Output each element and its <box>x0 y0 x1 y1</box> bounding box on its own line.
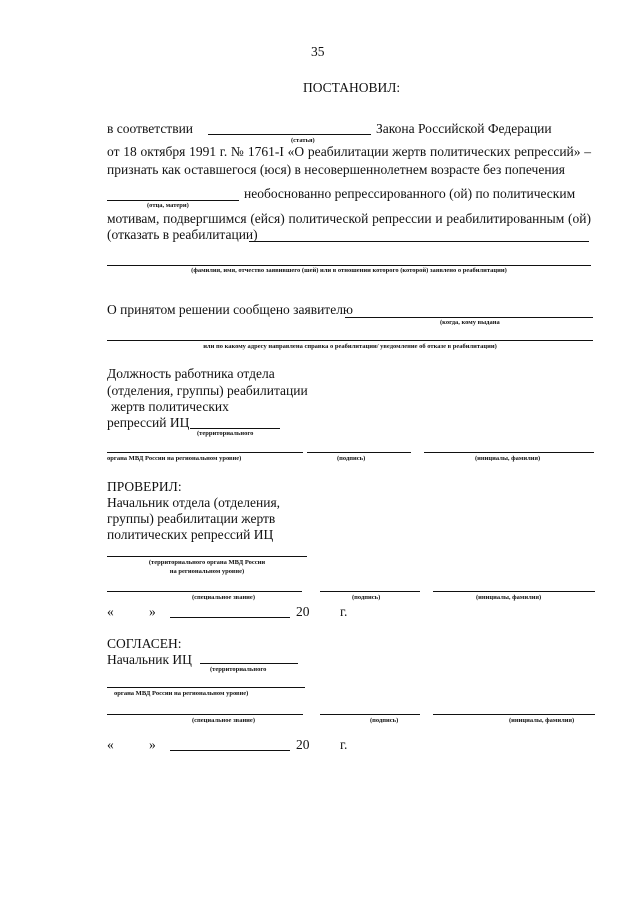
checked-rank-line[interactable] <box>107 591 302 592</box>
agreed-year-suffix: г. <box>340 737 348 752</box>
employee-organ-caption: органа МВД России на региональном уровне) <box>107 455 242 462</box>
law-reference-line: от 18 октября 1991 г. № 1761-I «О реабилитации жертв политических репрессий» – <box>107 144 591 159</box>
agreed-organ-caption: органа МВД России на региональном уровне) <box>114 690 249 697</box>
checked-line-3: политических репрессий ИЦ <box>107 527 274 542</box>
agreed-signature-line[interactable] <box>320 714 420 715</box>
agreed-date-line[interactable] <box>170 750 290 751</box>
checked-date-line[interactable] <box>170 617 290 618</box>
parent-caption: (отца, матери) <box>147 202 189 209</box>
article-caption: (статья) <box>291 137 315 144</box>
checked-line-2: группы) реабилитации жертв <box>107 511 276 526</box>
notice-label: О принятом решении сообщено заявителю <box>107 302 354 317</box>
agreed-quote-close: » <box>149 737 156 752</box>
article-field-line[interactable] <box>208 134 371 135</box>
checked-organ-line[interactable] <box>107 556 307 557</box>
applicant-name-line[interactable] <box>107 265 591 266</box>
checked-line-1: Начальник отдела (отделения, <box>107 495 281 510</box>
motives-line: мотивам, подвергшимся (ейся) политической репрессии и реабилитированным (ой) <box>107 211 591 226</box>
in-accordance-label: в соответствии <box>107 121 194 136</box>
checked-signature-caption: (подпись) <box>352 594 381 601</box>
checked-title: ПРОВЕРИЛ: <box>107 479 182 494</box>
employee-territorial-caption: (территориального <box>197 430 254 437</box>
law-name-label: Закона Российской Федерации <box>376 121 552 136</box>
document-heading: ПОСТАНОВИЛ: <box>303 80 401 95</box>
applicant-caption: (фамилия, имя, отчество заявившего (шей) или в отношении которого (которой) заявлено о реабилитации) <box>191 267 507 274</box>
employee-organ-line[interactable] <box>107 452 303 453</box>
agreed-ic-field-line[interactable] <box>200 663 298 664</box>
page-number: 35 <box>311 44 325 59</box>
checked-signature-line[interactable] <box>320 591 420 592</box>
agreed-rank-caption: (специальное звание) <box>192 717 255 724</box>
agreed-quote-open: « <box>107 737 114 752</box>
parent-field-line[interactable] <box>107 200 239 201</box>
agreed-rank-line[interactable] <box>107 714 303 715</box>
when-caption: (когда, кому выдана <box>440 319 500 326</box>
checked-quote-open: « <box>107 604 114 619</box>
checked-quote-close: » <box>149 604 156 619</box>
notice-field-line[interactable] <box>345 317 593 318</box>
employee-position-line-4: репрессий ИЦ <box>107 415 190 430</box>
checked-initials-caption: (инициалы, фамилия) <box>476 594 542 601</box>
agreed-territorial-caption: (территориального <box>210 666 267 673</box>
agreed-signature-caption: (подпись) <box>370 717 399 724</box>
employee-signature-line[interactable] <box>307 452 411 453</box>
agreed-initials-line[interactable] <box>433 714 595 715</box>
employee-initials-line[interactable] <box>424 452 594 453</box>
address-caption: или по какому адресу направлена справка о реабилитации/ уведомление об отказе в реабилитации) <box>203 343 497 350</box>
checked-year-suffix: г. <box>340 604 348 619</box>
employee-position-line-2: (отделения, группы) реабилитации <box>107 383 308 398</box>
checked-rank-caption: (специальное звание) <box>192 594 255 601</box>
checked-initials-line[interactable] <box>433 591 595 592</box>
agreed-initials-caption: (инициалы, фамилия) <box>509 717 575 724</box>
checked-year: 20 <box>296 604 310 619</box>
address-field-line[interactable] <box>107 340 593 341</box>
employee-signature-caption: (подпись) <box>337 455 366 462</box>
agreed-year: 20 <box>296 737 310 752</box>
employee-ic-field-line[interactable] <box>190 428 280 429</box>
refuse-rehabilitation-label: (отказать в реабилитации) <box>107 227 258 242</box>
checked-organ-caption-1: (территориального органа МВД России <box>148 559 266 566</box>
checked-organ-caption-2: на региональном уровне) <box>169 568 245 575</box>
employee-position-line-1: Должность работника отдела <box>107 366 275 381</box>
repressed-line: необоснованно репрессированного (ой) по политическим <box>244 186 576 201</box>
employee-initials-caption: (инициалы, фамилия) <box>475 455 541 462</box>
agreed-line: Начальник ИЦ <box>107 652 192 667</box>
recognize-line: признать как оставшегося (юся) в несовершеннолетнем возрасте без попечения <box>107 162 565 177</box>
employee-position-line-3: жертв политических <box>111 399 229 414</box>
refuse-field-line[interactable] <box>249 241 589 242</box>
agreed-organ-line[interactable] <box>107 687 305 688</box>
agreed-title: СОГЛАСЕН: <box>107 636 182 651</box>
